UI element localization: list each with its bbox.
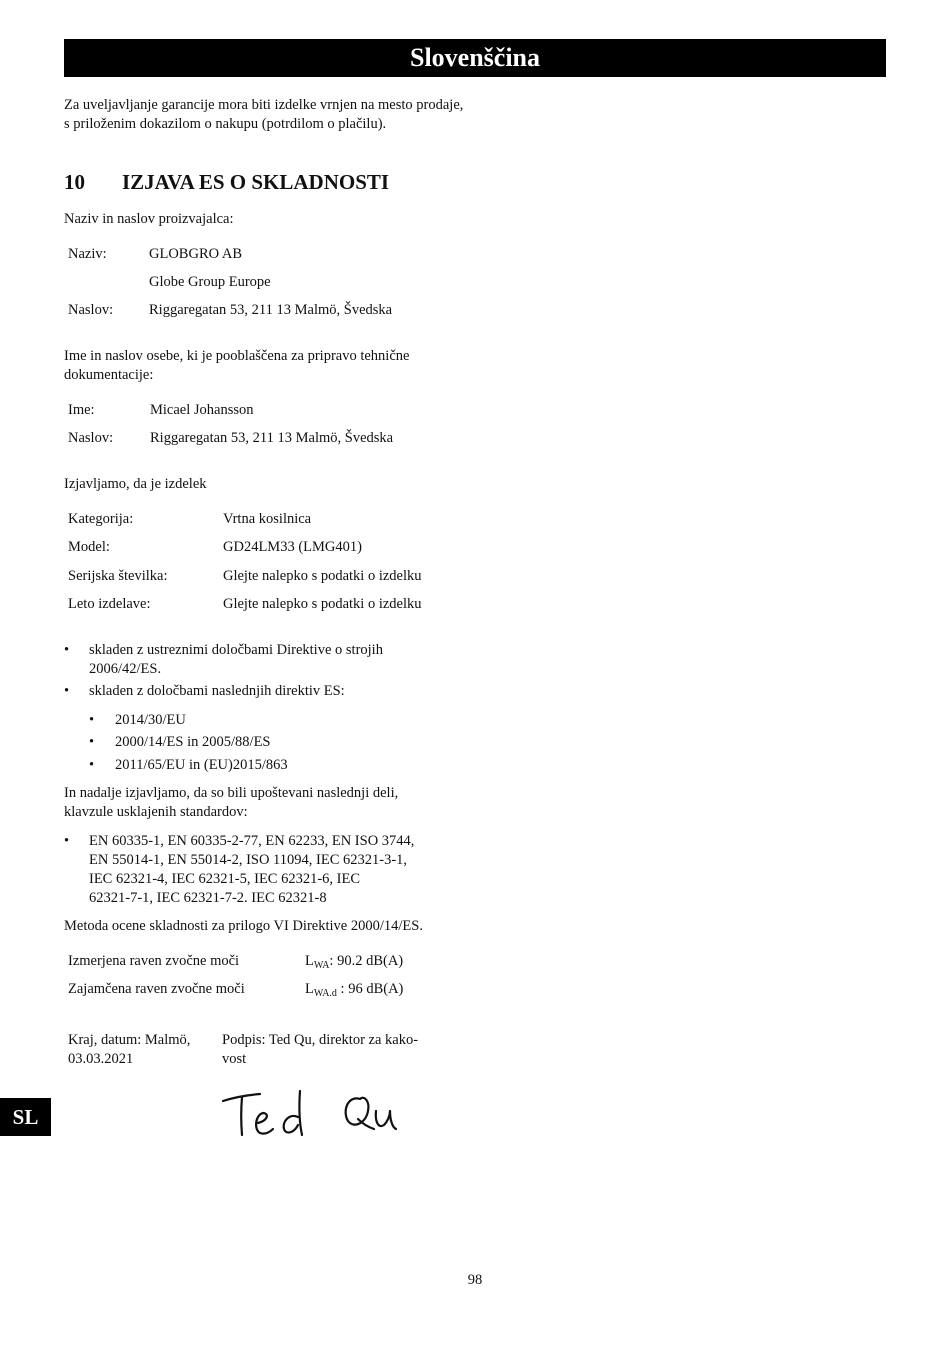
- manufacturer-name-label: Naziv:: [68, 246, 107, 262]
- sub-bullet-directive: 2000/14/ES in 2005/88/ES: [115, 734, 271, 750]
- product-row-value: Glejte nalepko s podatki o izdelku: [223, 596, 422, 612]
- product-row-label: Kategorija:: [68, 511, 134, 527]
- bullet-machinery-line1: skladen z ustreznimi določbami Direktive o strojih: [89, 642, 383, 658]
- section-title: IZJAVA ES O SKLADNOSTI: [122, 170, 390, 194]
- sub-bullet-dot: •: [89, 734, 95, 750]
- language-title: Slovenščina: [409, 43, 541, 72]
- product-row-label: Serijska številka:: [68, 568, 168, 584]
- place-date-line2: 03.03.2021: [68, 1051, 134, 1067]
- sub-bullet-dot: •: [89, 712, 95, 728]
- guaranteed-sound-label: Zajamčena raven zvočne moči: [68, 981, 245, 997]
- measured-sound-value: $L_{WA}$: 90.2 dB(A): [305, 953, 404, 971]
- bullet-directives: skladen z določbami naslednjih direktiv ES:: [89, 683, 345, 699]
- manufacturer-name: GLOBGRO AB: [149, 246, 243, 262]
- product-row-label: Model:: [68, 539, 110, 555]
- product-row-label: Leto izdelave:: [68, 596, 151, 612]
- product-row-value: Vrtna kosilnica: [223, 511, 312, 527]
- bullet-dot: •: [64, 683, 70, 699]
- bullet-dot: •: [64, 642, 70, 658]
- guaranteed-sound-value: $L_{WA.d}$ : 96 dB(A): [305, 981, 404, 999]
- manufacturer-name-2: Globe Group Europe: [149, 274, 271, 290]
- signatory-line1: Podpis: Ted Qu, direktor za kako-: [222, 1032, 419, 1048]
- bullet-dot: •: [64, 833, 70, 849]
- place-date-line1: Kraj, datum: Malmö,: [68, 1032, 191, 1048]
- measured-sound-label: Izmerjena raven zvočne moči: [68, 953, 240, 969]
- language-header: [64, 39, 886, 77]
- product-intro: Izjavljamo, da je izdelek: [64, 476, 207, 492]
- sub-bullet-directive: 2011/65/EU in (EU)2015/863: [115, 757, 288, 773]
- assessment-method: Metoda ocene skladnosti za prilogo VI Direktive 2000/14/ES.: [64, 918, 423, 934]
- authorized-address-label: Naslov:: [68, 430, 114, 446]
- authorized-address: Riggaregatan 53, 211 13 Malmö, Švedska: [150, 430, 394, 446]
- standards-line: 62321-7-1, IEC 62321-7-2. IEC 62321-8: [89, 890, 327, 906]
- signatory-line2: vost: [222, 1051, 247, 1067]
- page-number: 98: [467, 1272, 483, 1288]
- handwritten-signature: [220, 1085, 410, 1145]
- manufacturer-address-label: Naslov:: [68, 302, 114, 318]
- standards-intro: In nadalje izjavljamo, da so bili upoštevani naslednji deli, klavzule usklajenih standardov:: [64, 785, 399, 820]
- sub-bullet-dot: •: [89, 757, 95, 773]
- product-row-value: Glejte nalepko s podatki o izdelku: [223, 568, 422, 584]
- sub-bullet-directive: 2014/30/EU: [115, 712, 186, 728]
- warranty-paragraph: Za uveljavljanje garancije mora biti izdelke vrnjen na mesto prodaje, s priloženim dokazilom o nakupu (potrdilom o plačilu).: [64, 97, 464, 132]
- standards-line: EN 60335-1, EN 60335-2-77, EN 62233, EN ISO 3744,: [89, 833, 415, 849]
- bullet-machinery-line2: 2006/42/ES.: [89, 661, 162, 677]
- standards-line: EN 55014-1, EN 55014-2, ISO 11094, IEC 62321-3-1,: [89, 852, 408, 868]
- authorized-name-label: Ime:: [68, 402, 95, 418]
- authorized-name: Micael Johansson: [150, 402, 254, 418]
- standards-line: IEC 62321-4, IEC 62321-5, IEC 62321-6, IEC: [89, 871, 361, 887]
- product-row-value: GD24LM33 (LMG401): [223, 539, 362, 555]
- authorized-intro: Ime in naslov osebe, ki je pooblaščena za pripravo tehnične dokumentacije:: [64, 348, 410, 383]
- section-number: 10: [64, 170, 85, 194]
- manufacturer-address: Riggaregatan 53, 211 13 Malmö, Švedska: [149, 302, 393, 318]
- language-code: SL: [12, 1104, 39, 1129]
- manufacturer-intro: Naziv in naslov proizvajalca:: [64, 211, 234, 227]
- language-side-tab: [0, 1098, 51, 1136]
